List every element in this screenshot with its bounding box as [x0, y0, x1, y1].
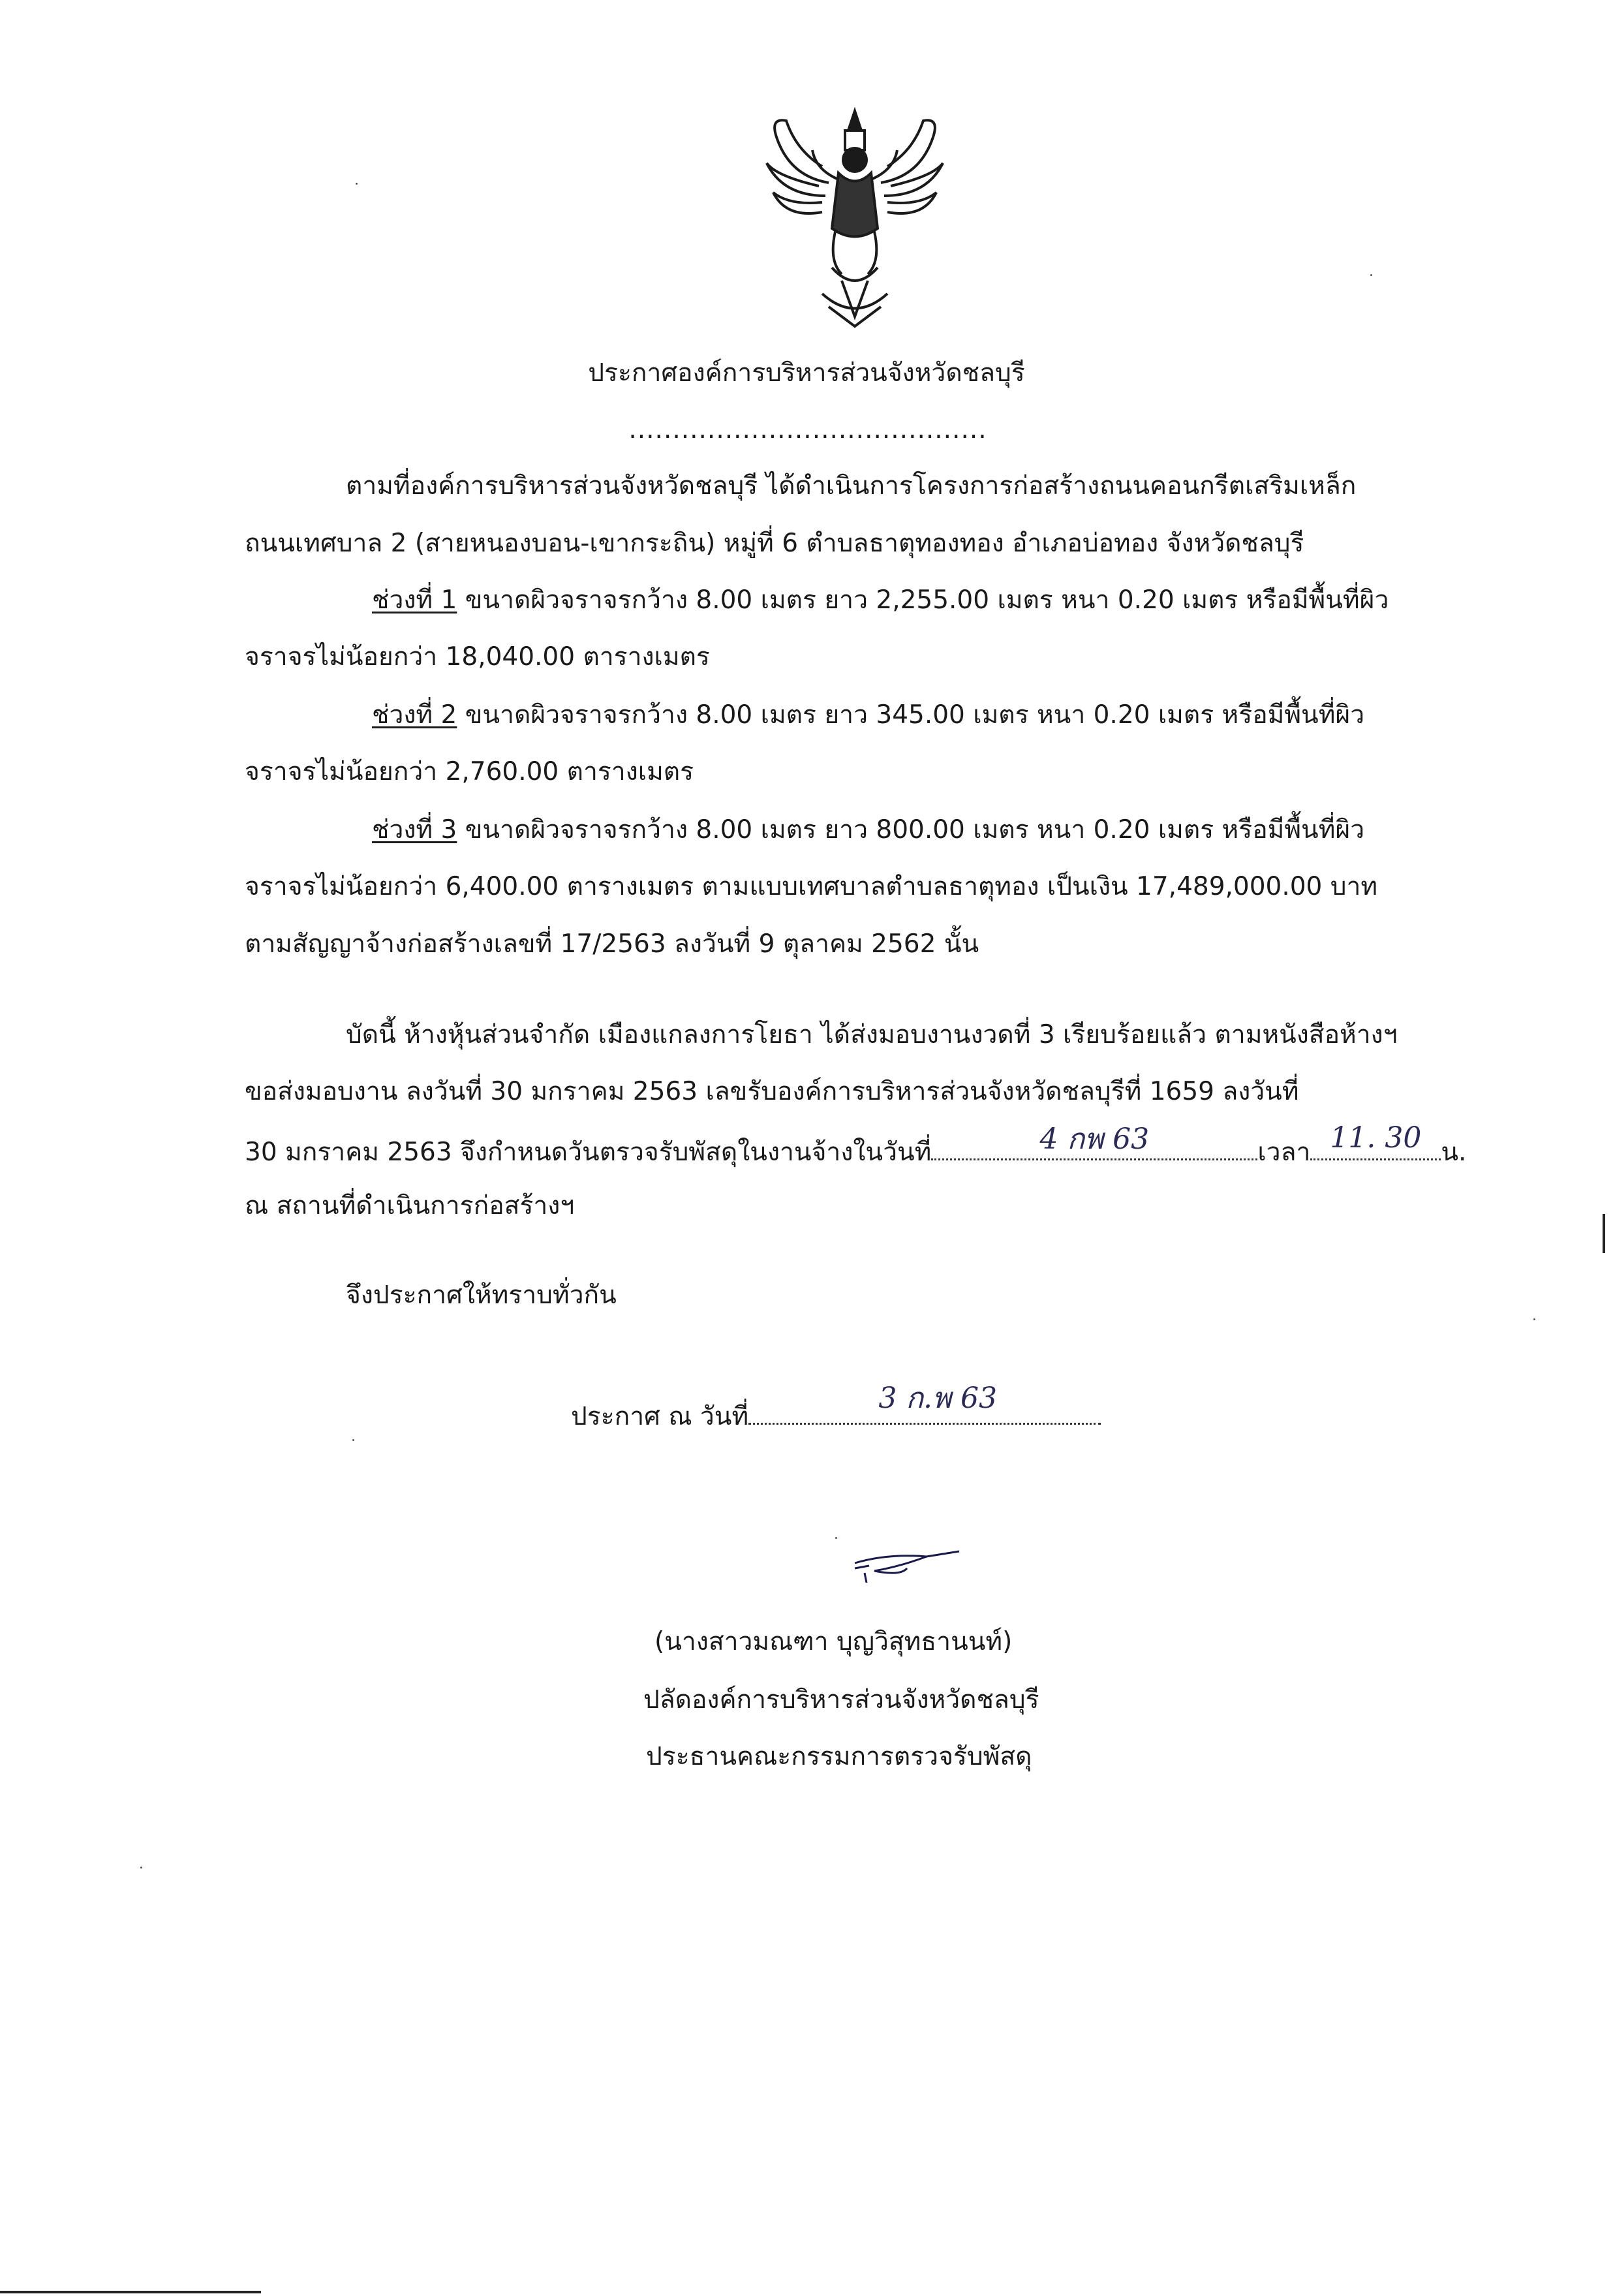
segment-1-label: ช่วงที่ 1 — [372, 585, 457, 615]
segment-2-line-2: จราจรไม่น้อยกว่า 2,760.00 ตารางเมตร — [245, 757, 694, 786]
paragraph-2-line-1: บัดนี้ ห้างหุ้นส่วนจำกัด เมืองแกลงการโยธา ได้ส่งมอบงานงวดที่ 3 เรียบร้อยแล้ว ตามหนังสือห้างฯ — [346, 1020, 1398, 1049]
announce-date-field — [748, 1382, 1101, 1425]
segment-1-line-1 — [372, 583, 1389, 618]
signatory-position-2: ประธานคณะกรรมการตรวจรับพัสดุ — [646, 1742, 1032, 1771]
scan-speck — [352, 1439, 354, 1441]
scan-edge-mark — [1603, 1214, 1605, 1253]
scan-speck — [140, 1867, 142, 1869]
inspection-time-handwritten: 11. 30 — [1330, 1121, 1422, 1155]
paragraph-1-line-2: ถนนเทศบาล 2 (สายหนองบอน-เขากระถิน) หมู่ที่ 6 ตำบลธาตุทองทอง อำเภอบ่อทอง จังหวัดชลบุรี — [245, 529, 1304, 558]
paragraph-2-line-2: ขอส่งมอบงาน ลงวันที่ 30 มกราคม 2563 เลขรับองค์การบริหารส่วนจังหวัดชลบุรีที่ 1659 ลงวันที่ — [245, 1077, 1299, 1106]
segment-3-text: ขนาดผิวจราจรกว้าง 8.00 เมตร ยาว 800.00 เมตร หนา 0.20 เมตร หรือมีพื้นที่ผิว — [457, 815, 1365, 845]
announce-date-label: ประกาศ ณ วันที่ — [571, 1402, 749, 1431]
signatory-position-1: ปลัดองค์การบริหารส่วนจังหวัดชลบุรี — [643, 1685, 1039, 1714]
segment-1-text: ขนาดผิวจราจรกว้าง 8.00 เมตร ยาว 2,255.00 เมตร หนา 0.20 เมตร หรือมีพื้นที่ผิว — [457, 585, 1389, 615]
announce-date-handwritten: 3 ก.พ 63 — [878, 1382, 997, 1415]
signatory-name: (นางสาวมณฑา บุญวิสุทธานนท์) — [654, 1627, 1013, 1656]
paragraph-2-line-3 — [245, 1121, 1467, 1170]
title-dotted-separator: ......................................... — [628, 415, 987, 444]
segment-2-text: ขนาดผิวจราจรกว้าง 8.00 เมตร ยาว 345.00 เมตร หนา 0.20 เมตร หรือมีพื้นที่ผิว — [457, 700, 1365, 730]
signature-mark — [829, 1537, 972, 1589]
segment-2-line-1 — [372, 698, 1364, 733]
paragraph-1-line-1: ตามที่องค์การบริหารส่วนจังหวัดชลบุรี ได้ดำเนินการโครงการก่อสร้างถนนคอนกรีตเสริมเหล็ก — [346, 471, 1357, 501]
scan-speck — [1370, 274, 1372, 276]
closing-statement: จึงประกาศให้ทราบทั่วกัน — [346, 1280, 617, 1310]
scan-edge-mark — [0, 2291, 261, 2293]
inspection-date-prefix: 30 มกราคม 2563 จึงกำหนดวันตรวจรับพัสดุในงานจ้างในวันที่ — [245, 1138, 932, 1167]
segment-3-line-2: จราจรไม่น้อยกว่า 6,400.00 ตารางเมตร ตามแบบเทศบาลตำบลธาตุทอง เป็นเงิน 17,489,000.00 บาท — [245, 872, 1378, 901]
scan-speck — [835, 1537, 837, 1539]
document-title: ประกาศองค์การบริหารส่วนจังหวัดชลบุรี — [588, 358, 1025, 388]
inspection-time-field — [1310, 1121, 1441, 1160]
segment-2-label: ช่วงที่ 2 — [372, 700, 457, 730]
scan-speck — [356, 183, 358, 185]
time-label: เวลา — [1257, 1138, 1311, 1167]
time-suffix: น. — [1441, 1138, 1467, 1167]
inspection-date-handwritten: 4 กพ 63 — [1039, 1123, 1150, 1156]
segment-1-line-2: จราจรไม่น้อยกว่า 18,040.00 ตารางเมตร — [245, 642, 710, 672]
garuda-emblem-icon — [750, 98, 959, 339]
segment-3-line-1 — [372, 813, 1364, 848]
segment-3-label: ช่วงที่ 3 — [372, 815, 457, 845]
scan-speck — [1533, 1318, 1535, 1320]
segment-3-line-3: ตามสัญญาจ้างก่อสร้างเลขที่ 17/2563 ลงวันที่ 9 ตุลาคม 2562 นั้น — [245, 929, 979, 959]
paragraph-2-line-4: ณ สถานที่ดำเนินการก่อสร้างฯ — [245, 1191, 575, 1220]
announce-date-line — [571, 1382, 1101, 1435]
inspection-date-field — [931, 1123, 1257, 1160]
